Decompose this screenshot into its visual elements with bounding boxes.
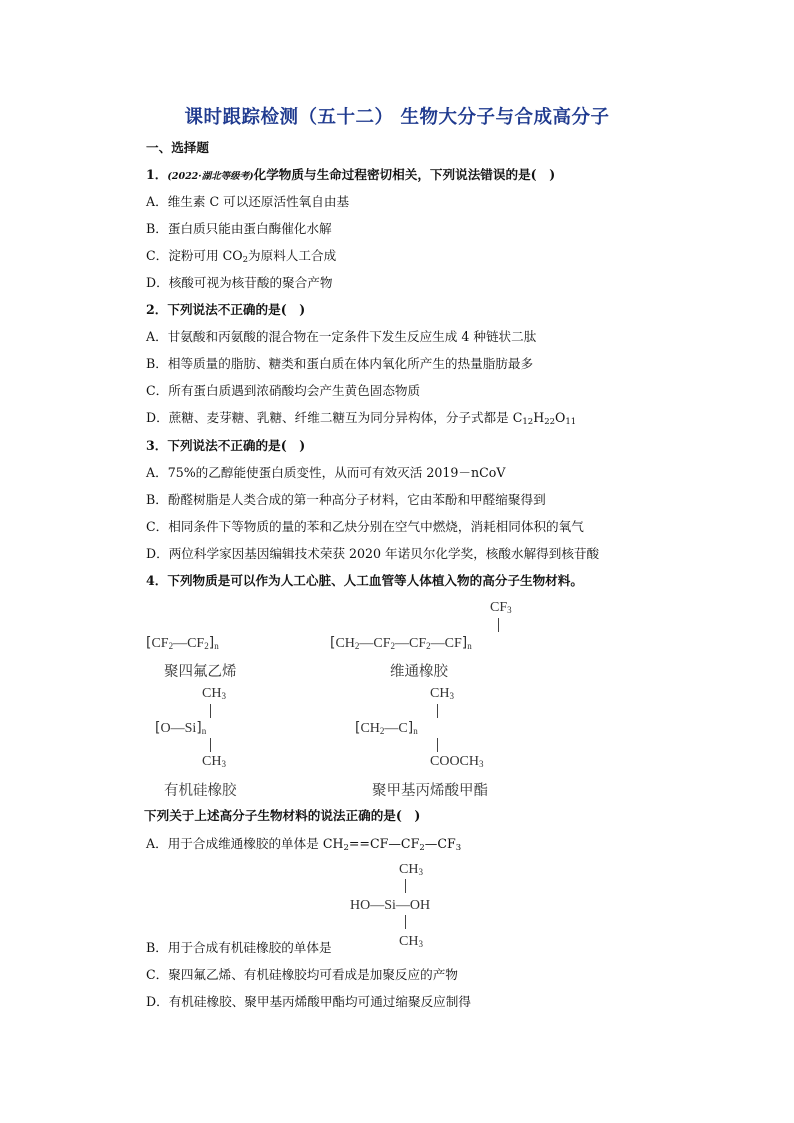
q4-sub-question: 下列关于上述高分子生物材料的说法正确的是( ) <box>144 808 421 823</box>
bond-line <box>210 704 211 718</box>
question-source: (2022·湖北等级考) <box>167 171 254 182</box>
q1-option-b: B．蛋白质只能由蛋白酶催化水解 <box>146 221 332 236</box>
page-title: 课时跟踪检测（五十二） 生物大分子与合成高分子 <box>184 107 610 128</box>
question-number: 1． <box>146 167 168 182</box>
bracket-open: [ <box>146 635 152 651</box>
bond-line <box>498 618 499 632</box>
structure-name: 有机硅橡胶 <box>164 783 237 799</box>
question-stem: 化学物质与生命过程密切相关，下列说法错误的是( ) <box>253 167 556 182</box>
q3-option-c: C．相同条件下等物质的量的苯和乙炔分别在空气中燃烧，消耗相同体积的氧气 <box>146 519 584 534</box>
q4-option-c: C．聚四氟乙烯、有机硅橡胶均可看成是加聚反应的产物 <box>146 967 458 982</box>
bond-line <box>437 704 438 718</box>
question-2: 2．下列说法不正确的是( ) <box>146 302 306 317</box>
q1-option-d: D．核酸可视为核苷酸的聚合产物 <box>146 275 333 290</box>
bracket-close: ] <box>208 635 215 651</box>
q3-option-d: D．两位科学家因基因编辑技术荣获 2020 年诺贝尔化学奖，核酸水解得到核苷酸 <box>146 546 600 561</box>
bond-line <box>405 915 406 929</box>
q2-option-d: D．蔗糖、麦芽糖、乳糖、纤维二糖互为同分异构体，分子式都是 $C_{12}H_{22}O_{11}$ <box>146 410 577 427</box>
q1-option-c: C．淀粉可用 $CO_2$为原料人工合成 <box>146 248 337 265</box>
structure-name: 维通橡胶 <box>390 664 448 680</box>
question-4: 4．下列物质是可以作为人工心脏、人工血管等人体植入物的高分子生物材料。 <box>146 573 583 588</box>
q2-option-b: B．相等质量的脂肪、糖类和蛋白质在体内氧化所产生的热量脂肪最多 <box>146 356 534 371</box>
q4-option-a: A．用于合成维通橡胶的单体是 $CH_2==CF—CF_2—CF_3$ <box>146 836 462 853</box>
bond-line <box>405 879 406 893</box>
section-heading: 一、选择题 <box>146 140 209 155</box>
q1-option-a: A．维生素 C 可以还原活性氧自由基 <box>146 194 350 209</box>
q4-option-d: D．有机硅橡胶、聚甲基丙烯酸甲酯均可通过缩聚反应制得 <box>146 994 471 1009</box>
q4-option-b: B．用于合成有机硅橡胶的单体是 <box>146 940 332 955</box>
bond-line <box>437 738 438 752</box>
structure-name: 聚甲基丙烯酸甲酯 <box>372 783 488 799</box>
q2-option-a: A．甘氨酸和丙氨酸的混合物在一定条件下发生反应生成 4 种链状二肽 <box>146 329 537 344</box>
structure-name: 聚四氟乙烯 <box>164 664 237 680</box>
question-1 <box>146 167 555 185</box>
bond-line <box>210 738 211 752</box>
q3-option-a: A．75%的乙醇能使蛋白质变性，从而可有效灭活 2019－nCoV <box>146 465 506 480</box>
q2-option-c: C．所有蛋白质遇到浓硝酸均会产生黄色固态物质 <box>146 383 421 398</box>
question-3: 3．下列说法不正确的是( ) <box>146 438 306 453</box>
q3-option-b: B．酚醛树脂是人类合成的第一种高分子材料，它由苯酚和甲醛缩聚得到 <box>146 492 546 507</box>
